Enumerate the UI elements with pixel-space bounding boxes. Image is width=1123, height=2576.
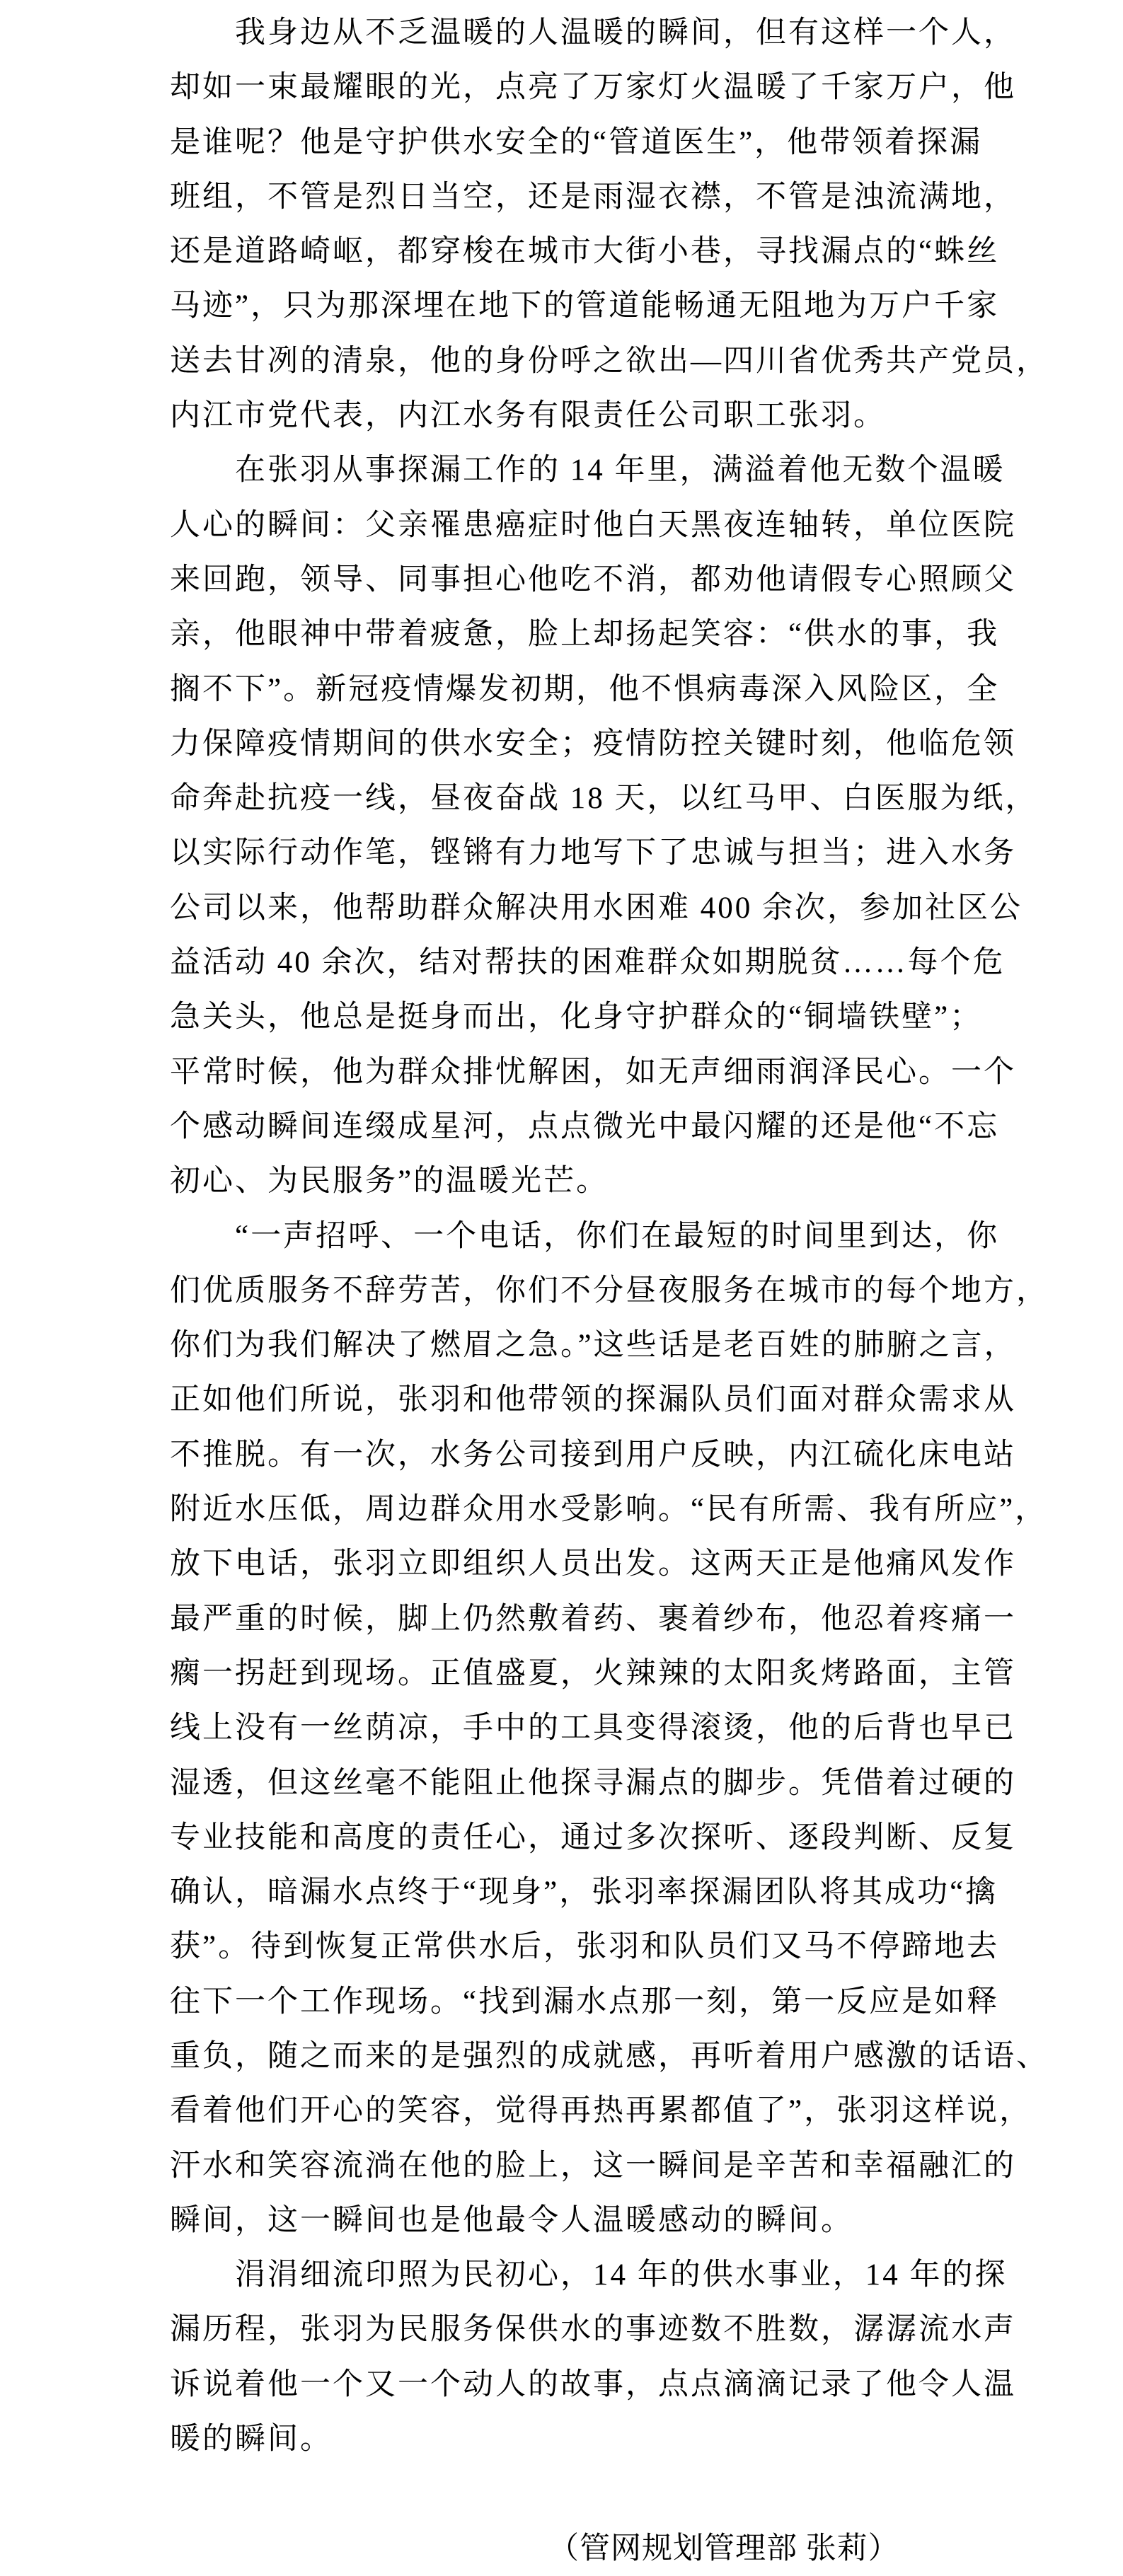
text-line: 线上没有一丝荫凉，手中的工具变得滚烫，他的后背也早已: [170, 1711, 1016, 1745]
text-line: 是谁呢？他是守护供水安全的“管道医生”，他带领着探漏: [170, 125, 983, 159]
text-line: “一声招呼、一个电话，你们在最短的时间里到达，你: [235, 1219, 1000, 1253]
text-line: 内江市党代表，内江水务有限责任公司职工张羽。: [170, 399, 886, 433]
text-line: 以实际行动作笔，铿锵有力地写下了忠诚与担当；进入水务: [170, 836, 1016, 870]
text-line: 你们为我们解决了燃眉之急。”这些话是老百姓的肺腑之言，: [170, 1329, 1017, 1363]
text-line: 获”。待到恢复正常供水后，张羽和队员们又马不停蹄地去: [170, 1930, 1000, 1964]
text-line: 湿透，但这丝毫不能阻止他探寻漏点的脚步。凭借着过硬的: [170, 1766, 1016, 1800]
text-line: 亲，他眼神中带着疲惫，脸上却扬起笑容：“供水的事，我: [170, 618, 1000, 652]
text-line: 确认，暗漏水点终于“现身”，张羽率探漏团队将其成功“擒: [170, 1876, 998, 1910]
text-line: 来回跑，领导、同事担心他吃不消，都劝他请假专心照顾父: [170, 562, 1016, 596]
text-line: 在张羽从事探漏工作的 14 年里，满溢着他无数个温暖: [235, 454, 1006, 487]
text-line: 还是道路崎岖，都穿梭在城市大街小巷，寻找漏点的“蛛丝: [170, 235, 1000, 269]
text-line: 班组，不管是烈日当空，还是雨湿衣襟，不管是浊流满地，: [170, 180, 1016, 214]
text-line: 瘸一拐赶到现场。正值盛夏，火辣辣的太阳炙烤路面，主管: [170, 1656, 1016, 1690]
text-line: 送去甘冽的清泉，他的身份呼之欲出—四川省优秀共产党员，: [170, 344, 1049, 378]
text-line: 专业技能和高度的责任心，通过多次探听、逐段判断、反复: [170, 1820, 1016, 1854]
text-line: 涓涓细流印照为民初心，14 年的供水事业，14 年的探: [235, 2258, 1008, 2292]
text-line: 急关头，他总是挺身而出，化身守护群众的“铜墙铁壁”；: [170, 1000, 983, 1034]
paragraph: [170, 1209, 1123, 2248]
text-line: 正如他们所说，张羽和他带领的探漏队员们面对群众需求从: [170, 1383, 1016, 1417]
text-line: 们优质服务不辞劳苦，你们不分昼夜服务在城市的每个地方，: [170, 1273, 1049, 1307]
document-body: [170, 6, 1123, 2466]
text-line: 看着他们开心的笑容，觉得再热再累都值了”，张羽这样说，: [170, 2094, 1032, 2128]
text-line: 暖的瞬间。: [170, 2422, 333, 2456]
paragraph: [170, 2248, 1123, 2466]
text-line: 命奔赴抗疫一线，昼夜奋战 18 天，以红马甲、白医服为纸，: [170, 782, 1038, 816]
text-line: 附近水压低，周边群众用水受影响。“民有所需、我有所应”，: [170, 1493, 1048, 1527]
text-line: 我身边从不乏温暖的人温暖的瞬间，但有这样一个人，: [235, 16, 1016, 50]
paragraph: [170, 6, 1123, 443]
text-line: 诉说着他一个又一个动人的故事，点点滴滴记录了他令人温: [170, 2367, 1016, 2401]
text-line: 人心的瞬间：父亲罹患癌症时他白天黑夜连轴转，单位医院: [170, 508, 1016, 542]
text-line: 搁不下”。新冠疫情爆发初期，他不惧病毒深入风险区，全: [170, 672, 1000, 706]
text-line: 公司以来，他帮助群众解决用水困难 400 余次，参加社区公: [170, 891, 1023, 925]
text-line: 放下电话，张羽立即组织人员出发。这两天正是他痛风发作: [170, 1547, 1016, 1581]
text-line: 平常时候，他为群众排忧解困，如无声细雨润泽民心。一个: [170, 1055, 1016, 1089]
text-line: 不推脱。有一次，水务公司接到用户反映，内江硫化床电站: [170, 1438, 1016, 1472]
signature: （管网规划管理部 张莉）: [548, 2531, 899, 2565]
text-line: 力保障疫情期间的供水安全；疫情防控关键时刻，他临危领: [170, 727, 1016, 761]
paragraph: [170, 443, 1123, 1208]
text-line: 马迹”，只为那深埋在地下的管道能畅通无阻地为万户千家: [170, 289, 1000, 323]
text-line: 漏历程，张羽为民服务保供水的事迹数不胜数，潺潺流水声: [170, 2313, 1016, 2347]
text-line: 重负，随之而来的是强烈的成就感，再听着用户感激的话语、: [170, 2039, 1049, 2073]
text-line: 却如一束最耀眼的光，点亮了万家灯火温暖了千家万户，他: [170, 71, 1016, 105]
text-line: 瞬间，这一瞬间也是他最令人温暖感动的瞬间。: [170, 2203, 853, 2237]
text-line: 个感动瞬间连缀成星河，点点微光中最闪耀的还是他“不忘: [170, 1109, 1000, 1143]
text-line: 往下一个工作现场。“找到漏水点那一刻，第一反应是如释: [170, 1985, 1000, 2018]
text-line: 最严重的时候，脚上仍然敷着药、裹着纱布，他忍着疼痛一: [170, 1602, 1016, 1636]
text-line: 益活动 40 余次，结对帮扶的困难群众如期脱贫……每个危: [170, 946, 1006, 980]
text-line: 汗水和笑容流淌在他的脸上，这一瞬间是辛苦和幸福融汇的: [170, 2149, 1016, 2183]
text-line: 初心、为民服务”的温暖光芒。: [170, 1165, 609, 1199]
